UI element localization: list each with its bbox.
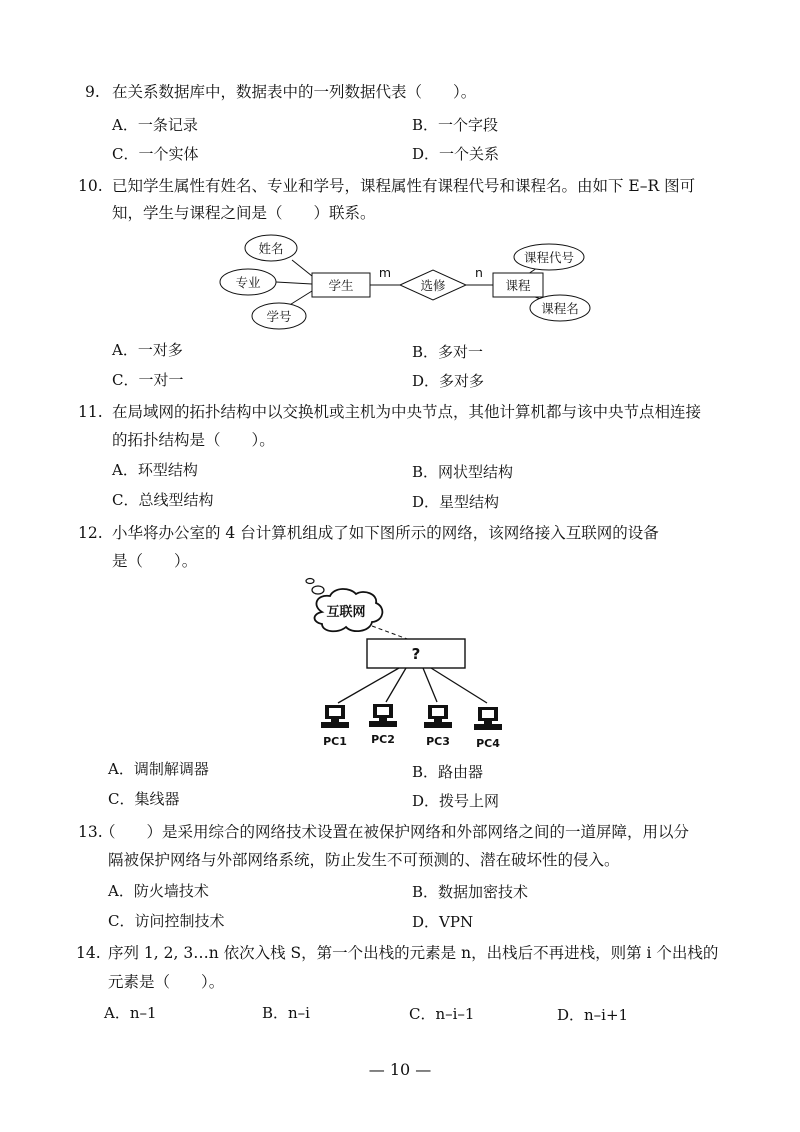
- question-13-option-b: B．数据加密技术: [412, 883, 529, 901]
- question-14-option-d: D．n–i+1: [557, 1006, 629, 1024]
- question-14-stem-line-1: 序列 1, 2, 3…n 依次入栈 S，第一个出栈的元素是 n，出栈后不再进栈，则第 i 个出栈的: [108, 944, 719, 962]
- question-11-number: 11.: [78, 403, 103, 421]
- question-11-stem-line-1: 在局域网的拓扑结构中以交换机或主机为中央节点，其他计算机都与该中央节点相连接: [112, 403, 702, 421]
- question-11-option-d: D．星型结构: [412, 493, 500, 511]
- attr-course-name-label: 课程名: [541, 301, 579, 316]
- question-10-option-c: C．一对一: [112, 371, 184, 389]
- cardinality-m: m: [378, 265, 392, 280]
- question-13-option-d: D．VPN: [412, 913, 474, 931]
- question-9-option-c: C．一个实体: [112, 145, 199, 163]
- question-13-option-c: C．访问控制技术: [108, 912, 225, 930]
- pc1-label: PC1: [323, 735, 347, 748]
- question-11-option-a: A．环型结构: [112, 461, 198, 479]
- question-14-option-c: C．n–i–1: [409, 1005, 475, 1023]
- question-11-option-c: C．总线型结构: [112, 491, 214, 509]
- cloud-puff-small: [306, 579, 314, 584]
- question-14-option-a: A．n–1: [104, 1004, 157, 1022]
- question-13-stem-line-1: （ ）是采用综合的网络技术设置在被保护网络和外部网络之间的一道屏障，用以分: [100, 823, 690, 841]
- question-14-stem-line-2: 元素是（ ）。: [108, 973, 225, 991]
- question-13-stem-line-2: 隔被保护网络与外部网络系统，防止发生不可预测的、潜在破坏性的侵入。: [108, 851, 620, 869]
- cloud-puff-medium: [312, 586, 324, 594]
- attr-course-code-label: 课程代号: [523, 250, 575, 265]
- question-12-option-c: C．集线器: [108, 790, 180, 808]
- page-number: — 10 —: [368, 1060, 432, 1079]
- question-14-option-b: B．n–i: [262, 1004, 310, 1022]
- question-10-stem-line-1: 已知学生属性有姓名、专业和学号，课程属性有课程代号和课程名。由如下 E–R 图可: [112, 177, 696, 195]
- question-9-number: 9.: [85, 83, 100, 101]
- pc4-icon: [474, 707, 502, 730]
- pc2-icon: [369, 704, 397, 727]
- cloud-to-device-link: [372, 626, 410, 640]
- entity-student-label: 学生: [328, 278, 354, 293]
- pc3-label: PC3: [426, 735, 450, 748]
- question-12-option-d: D．拨号上网: [412, 792, 500, 810]
- pc2-label: PC2: [371, 733, 395, 746]
- relationship-label: 选修: [420, 278, 446, 293]
- pc3-icon: [424, 705, 452, 728]
- question-11-option-b: B．网状型结构: [412, 463, 514, 481]
- question-12-number: 12.: [78, 524, 103, 542]
- question-12-stem-line-1: 小华将办公室的 4 台计算机组成了如下图所示的网络，该网络接入互联网的设备: [112, 524, 659, 542]
- question-14-number: 14.: [76, 944, 101, 962]
- question-11-stem-line-2: 的拓扑结构是（ ）。: [112, 431, 275, 449]
- question-12-option-a: A．调制解调器: [108, 760, 209, 778]
- unknown-device-label: ?: [411, 645, 421, 663]
- question-10-option-b: B．多对一: [412, 343, 484, 361]
- question-9-option-a: A．一条记录: [112, 116, 198, 134]
- question-9-stem: 在关系数据库中，数据表中的一列数据代表（ ）。: [112, 83, 477, 101]
- question-10-option-d: D．多对多: [412, 372, 485, 390]
- attr-id-label: 学号: [266, 309, 292, 324]
- question-13-option-a: A．防火墙技术: [108, 882, 209, 900]
- entity-course-label: 课程: [505, 278, 531, 293]
- question-13-number: 13.: [78, 823, 103, 841]
- attr-major-label: 专业: [235, 275, 261, 290]
- question-9-option-b: B．一个字段: [412, 116, 499, 134]
- question-10-stem-line-2: 知，学生与课程之间是（ ）联系。: [112, 204, 376, 222]
- question-10-number: 10.: [78, 177, 103, 195]
- question-12-option-b: B．路由器: [412, 763, 484, 781]
- question-12-stem-line-2: 是（ ）。: [112, 552, 198, 570]
- question-9-option-d: D．一个关系: [412, 145, 500, 163]
- pc4-label: PC4: [476, 737, 500, 750]
- attr-name-label: 姓名: [258, 241, 284, 256]
- pc1-icon: [321, 705, 349, 728]
- cardinality-n: n: [475, 265, 483, 280]
- cloud-label: 互联网: [326, 605, 366, 620]
- question-10-option-a: A．一对多: [112, 341, 183, 359]
